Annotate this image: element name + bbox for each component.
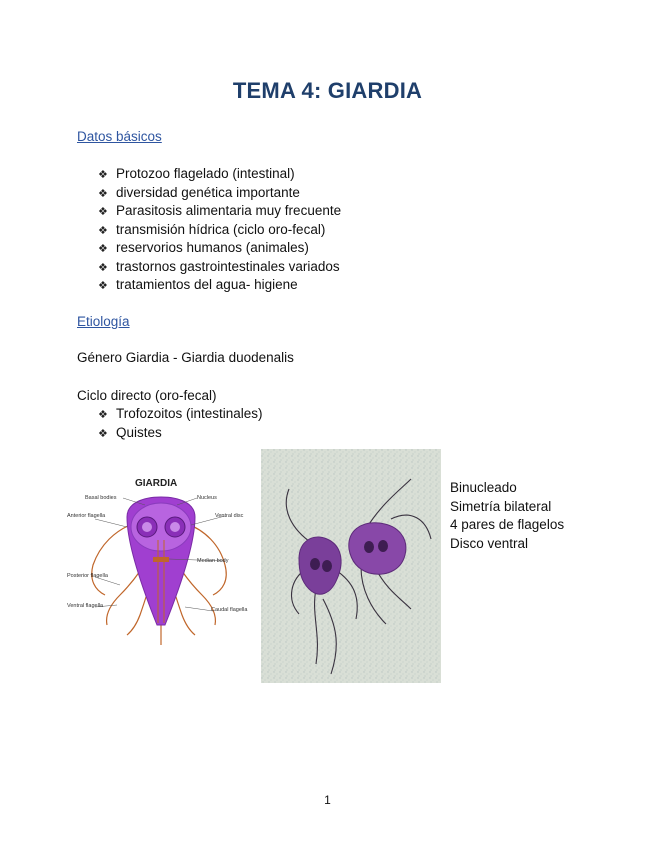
label-ventral-flagella: Ventral flagella <box>67 603 104 609</box>
genus-line: Género Giardia - Giardia duodenalis <box>77 350 294 365</box>
list-item: ❖ Quistes <box>98 424 263 443</box>
label-nucleus: Nucleus <box>197 495 217 501</box>
label-caudal-flagella: Caudal flagella <box>211 607 248 613</box>
list-item: ❖ trastornos gastrointestinales variados <box>98 258 341 277</box>
diamond-bullet-icon: ❖ <box>98 243 108 255</box>
characteristic-item: 4 pares de flagelos <box>450 517 565 532</box>
characteristic-item: Simetría bilateral <box>450 498 552 514</box>
diamond-bullet-icon: ❖ <box>98 280 108 292</box>
diamond-bullet-icon: ❖ <box>98 224 108 237</box>
label-basal-bodies: Basal bodies <box>85 495 117 501</box>
diamond-bullet-icon: ❖ <box>98 206 108 218</box>
list-item: ❖ reservorios humanos (animales) <box>98 239 341 258</box>
list-item: ❖ Protozoo flagelado (intestinal) <box>98 165 341 184</box>
characteristic-item: Binucleado <box>450 480 517 495</box>
giardia-diagram <box>65 465 257 653</box>
basic-data-list <box>98 165 341 295</box>
diamond-bullet-icon: ❖ <box>98 261 108 274</box>
cycle-line: Ciclo directo (oro-fecal) <box>77 388 217 403</box>
section-heading-etiology[interactable]: Etiología <box>77 314 130 329</box>
label-posterior-flagella: Posterior flagella <box>67 573 108 579</box>
diamond-bullet-icon: ❖ <box>98 187 108 200</box>
page-title: TEMA 4: GIARDIA <box>232 78 423 103</box>
characteristic-item: Disco ventral <box>450 535 529 551</box>
diagram-title: GIARDIA <box>135 478 178 489</box>
list-item: ❖ transmisión hídrica (ciclo oro-fecal) <box>98 221 341 240</box>
diamond-bullet-icon: ❖ <box>98 427 108 440</box>
list-item: ❖ diversidad genética importante <box>98 184 341 203</box>
page-number: 1 <box>324 793 331 807</box>
cycle-list <box>98 405 263 442</box>
label-median-body: Median body <box>197 558 229 564</box>
diamond-bullet-icon: ❖ <box>98 409 108 421</box>
giardia-micrograph <box>261 449 441 683</box>
list-item: ❖ tratamientos del agua- higiene <box>98 276 341 295</box>
section-heading-basic-data[interactable]: Datos básicos <box>77 129 162 144</box>
label-anterior-flagella: Anterior flagella <box>67 513 106 519</box>
list-item: ❖ Parasitosis alimentaria muy frecuente <box>98 202 341 221</box>
giardia-characteristics <box>450 479 564 553</box>
list-item: ❖ Trofozoitos (intestinales) <box>98 405 263 424</box>
label-ventral-disc: Ventral disc <box>215 513 244 519</box>
diamond-bullet-icon: ❖ <box>98 169 108 181</box>
